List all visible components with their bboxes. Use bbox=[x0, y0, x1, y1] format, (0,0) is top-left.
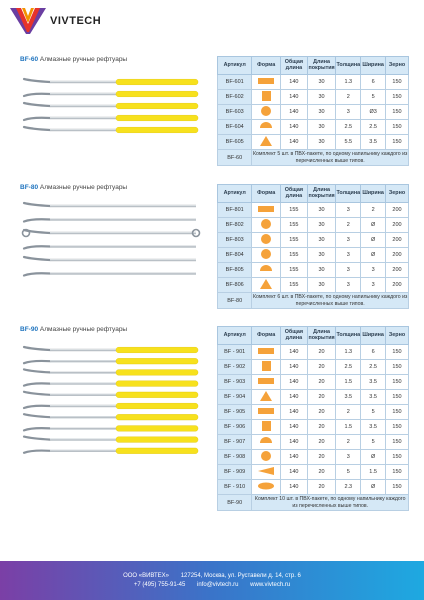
column-header: Длина покрытия bbox=[307, 185, 336, 203]
triangle-shape-icon bbox=[257, 390, 275, 402]
set-article-cell: BF-80 bbox=[218, 293, 252, 309]
article-cell: BF-802 bbox=[218, 218, 252, 233]
bf90-tools-image bbox=[20, 342, 202, 460]
table-row bbox=[218, 218, 409, 233]
thickness-cell: 2.3 bbox=[336, 480, 361, 495]
footer-address: 127254, Москва, ул. Руставели д. 14, стр. 6 bbox=[180, 573, 301, 579]
set-description: Комплект 10 шт. в ПВХ-пакете, по одному напильнику каждого из перечисленных выше типов. bbox=[252, 495, 409, 511]
article-cell: BF - 902 bbox=[218, 360, 252, 375]
column-header: Форма bbox=[252, 57, 281, 75]
shape-cell bbox=[252, 405, 281, 420]
column-header: Артикул bbox=[218, 327, 252, 345]
vivtech-logo-icon bbox=[8, 6, 48, 36]
set-description: Комплект 6 шт. в ПВХ-пакете, по одному напильнику каждого из перечисленных выше типов. bbox=[253, 294, 408, 307]
shape-cell bbox=[252, 345, 281, 360]
width-cell: 1.5 bbox=[361, 465, 386, 480]
table-row bbox=[218, 75, 409, 90]
coating-cell: 30 bbox=[307, 233, 336, 248]
column-header: Общая длина bbox=[281, 57, 308, 75]
width-cell: 5 bbox=[361, 90, 386, 105]
shape-cell bbox=[252, 450, 281, 465]
coating-cell: 30 bbox=[307, 263, 336, 278]
grain-cell: 150 bbox=[386, 105, 409, 120]
width-cell: 3.5 bbox=[361, 390, 386, 405]
footer-company: ООО «ВИВТЕХ» bbox=[123, 573, 170, 579]
table-row bbox=[218, 390, 409, 405]
length-cell: 140 bbox=[281, 75, 308, 90]
article-cell: BF-602 bbox=[218, 90, 252, 105]
circle-shape-icon bbox=[257, 105, 275, 117]
shape-cell bbox=[252, 120, 281, 135]
width-cell: 5 bbox=[361, 435, 386, 450]
table-row bbox=[218, 105, 409, 120]
section-name: Алмазные ручные рефтуары bbox=[39, 56, 128, 63]
width-cell: Ø bbox=[361, 233, 386, 248]
article-cell: BF-805 bbox=[218, 263, 252, 278]
thickness-cell: 2 bbox=[336, 218, 361, 233]
needle-file bbox=[24, 347, 198, 353]
coating-cell: 30 bbox=[307, 75, 336, 90]
article-cell: BF - 901 bbox=[218, 345, 252, 360]
bf60-tools-image bbox=[20, 70, 202, 145]
coating-cell: 30 bbox=[307, 218, 336, 233]
rect-shape-icon bbox=[257, 375, 275, 387]
brand-logo bbox=[8, 6, 101, 36]
footer-phone: +7 (495) 755-91-45 bbox=[133, 582, 186, 588]
article-cell: BF - 903 bbox=[218, 375, 252, 390]
thickness-cell: 1.3 bbox=[336, 75, 361, 90]
column-header: Ширина bbox=[361, 57, 386, 75]
grain-cell: 200 bbox=[386, 218, 409, 233]
width-cell: 2.5 bbox=[361, 360, 386, 375]
table-row bbox=[218, 90, 409, 105]
section-code: BF-60 bbox=[20, 56, 39, 63]
column-header: Артикул bbox=[218, 185, 252, 203]
column-header: Толщина bbox=[336, 327, 361, 345]
width-cell: 3.5 bbox=[361, 420, 386, 435]
spec-table-bf60 bbox=[217, 56, 409, 166]
thickness-cell: 5 bbox=[336, 465, 361, 480]
coating-cell: 30 bbox=[307, 248, 336, 263]
file-tool bbox=[24, 79, 198, 133]
needle-file bbox=[24, 426, 198, 432]
table-row bbox=[218, 405, 409, 420]
circle-shape-icon bbox=[257, 450, 275, 462]
needle-file bbox=[24, 203, 196, 206]
needle-file bbox=[24, 414, 198, 420]
thickness-cell: 1.3 bbox=[336, 345, 361, 360]
coating-cell: 20 bbox=[307, 375, 336, 390]
thickness-cell: 1.5 bbox=[336, 375, 361, 390]
spec-table-bf80 bbox=[217, 184, 409, 309]
article-cell: BF-801 bbox=[218, 203, 252, 218]
grain-cell: 150 bbox=[386, 120, 409, 135]
semicircle-shape-icon bbox=[257, 120, 275, 132]
thickness-cell: 2 bbox=[336, 435, 361, 450]
table-row bbox=[218, 375, 409, 390]
shape-cell bbox=[252, 263, 281, 278]
length-cell: 155 bbox=[281, 218, 308, 233]
column-header: Общая длина bbox=[281, 327, 308, 345]
needle-file bbox=[24, 369, 198, 375]
thickness-cell: 3 bbox=[336, 105, 361, 120]
grain-cell: 200 bbox=[386, 248, 409, 263]
column-header: Артикул bbox=[218, 57, 252, 75]
rect-shape-icon bbox=[257, 345, 275, 357]
table-row bbox=[218, 263, 409, 278]
rect-shape-icon bbox=[257, 203, 275, 215]
article-cell: BF-804 bbox=[218, 248, 252, 263]
coating-cell: 20 bbox=[307, 435, 336, 450]
ellipse-shape-icon bbox=[257, 480, 275, 492]
semicircle-shape-icon bbox=[257, 263, 275, 275]
section-title-bf80 bbox=[20, 184, 127, 191]
article-cell: BF-803 bbox=[218, 233, 252, 248]
table-row bbox=[218, 278, 409, 293]
width-cell: 2.5 bbox=[361, 120, 386, 135]
circle-shape-icon bbox=[257, 233, 275, 245]
thickness-cell: 5.5 bbox=[336, 135, 361, 150]
footer-email[interactable]: info@vivtech.ru bbox=[197, 582, 239, 588]
column-header: Толщина bbox=[336, 57, 361, 75]
thickness-cell: 2.5 bbox=[336, 120, 361, 135]
thickness-cell: 2 bbox=[336, 90, 361, 105]
grain-cell: 150 bbox=[386, 450, 409, 465]
table-row bbox=[218, 435, 409, 450]
thickness-cell: 3 bbox=[336, 278, 361, 293]
grain-cell: 150 bbox=[386, 345, 409, 360]
square-shape-icon bbox=[257, 90, 275, 102]
square-shape-icon bbox=[257, 360, 275, 372]
set-description: Комплект 5 шт. в ПВХ-пакете, по одному напильнику каждого из перечисленных выше типов. bbox=[253, 151, 408, 164]
needle-file bbox=[24, 403, 198, 409]
needle-file bbox=[24, 392, 198, 398]
table-row bbox=[218, 120, 409, 135]
coating-cell: 30 bbox=[307, 120, 336, 135]
needle-file bbox=[24, 448, 198, 454]
article-cell: BF - 905 bbox=[218, 405, 252, 420]
needle-file bbox=[24, 273, 196, 276]
coating-cell: 20 bbox=[307, 465, 336, 480]
section-name: Алмазные ручные рефтуары bbox=[39, 326, 128, 333]
triangle-shape-icon bbox=[257, 278, 275, 290]
shape-cell bbox=[252, 203, 281, 218]
set-row bbox=[218, 495, 409, 511]
shape-cell bbox=[252, 465, 281, 480]
thickness-cell: 3 bbox=[336, 203, 361, 218]
section-code: BF-90 bbox=[20, 326, 39, 333]
length-cell: 155 bbox=[281, 278, 308, 293]
circle-shape-icon bbox=[257, 248, 275, 260]
grain-cell: 150 bbox=[386, 75, 409, 90]
grain-cell: 200 bbox=[386, 233, 409, 248]
length-cell: 140 bbox=[281, 390, 308, 405]
article-cell: BF - 906 bbox=[218, 420, 252, 435]
table-row bbox=[218, 360, 409, 375]
column-header: Толщина bbox=[336, 185, 361, 203]
shape-cell bbox=[252, 390, 281, 405]
width-cell: 2 bbox=[361, 203, 386, 218]
table-row bbox=[218, 345, 409, 360]
grain-cell: 200 bbox=[386, 203, 409, 218]
grain-cell: 150 bbox=[386, 435, 409, 450]
column-header: Ширина bbox=[361, 327, 386, 345]
needle-file bbox=[24, 103, 198, 109]
grain-cell: 150 bbox=[386, 360, 409, 375]
spec-table-bf90 bbox=[217, 326, 409, 511]
grain-cell: 150 bbox=[386, 405, 409, 420]
needle-file bbox=[24, 219, 196, 222]
needle-file bbox=[24, 127, 198, 133]
grain-cell: 150 bbox=[386, 375, 409, 390]
article-cell: BF-604 bbox=[218, 120, 252, 135]
grain-cell: 150 bbox=[386, 390, 409, 405]
needle-file bbox=[24, 246, 196, 249]
shape-cell bbox=[252, 435, 281, 450]
length-cell: 140 bbox=[281, 135, 308, 150]
grain-cell: 200 bbox=[386, 278, 409, 293]
needle-file bbox=[24, 381, 198, 387]
width-cell: 3.5 bbox=[361, 135, 386, 150]
article-cell: BF - 904 bbox=[218, 390, 252, 405]
length-cell: 140 bbox=[281, 435, 308, 450]
coating-cell: 20 bbox=[307, 480, 336, 495]
set-article-cell: BF-60 bbox=[218, 150, 252, 166]
length-cell: 140 bbox=[281, 90, 308, 105]
shape-cell bbox=[252, 218, 281, 233]
needle-file bbox=[23, 230, 200, 237]
coating-cell: 20 bbox=[307, 450, 336, 465]
coating-cell: 20 bbox=[307, 405, 336, 420]
coating-cell: 20 bbox=[307, 345, 336, 360]
column-header: Зерно bbox=[386, 327, 409, 345]
grain-cell: 200 bbox=[386, 263, 409, 278]
coating-cell: 30 bbox=[307, 278, 336, 293]
length-cell: 140 bbox=[281, 345, 308, 360]
thickness-cell: 3 bbox=[336, 263, 361, 278]
length-cell: 140 bbox=[281, 480, 308, 495]
width-cell: Ø bbox=[361, 480, 386, 495]
footer-site[interactable]: www.vivtech.ru bbox=[250, 582, 291, 588]
article-cell: BF-806 bbox=[218, 278, 252, 293]
length-cell: 140 bbox=[281, 465, 308, 480]
width-cell: Ø bbox=[361, 450, 386, 465]
footer-bar bbox=[0, 561, 424, 600]
shape-cell bbox=[252, 233, 281, 248]
thickness-cell: 3 bbox=[336, 233, 361, 248]
grain-cell: 150 bbox=[386, 420, 409, 435]
width-cell: Ø3 bbox=[361, 105, 386, 120]
article-cell: BF - 908 bbox=[218, 450, 252, 465]
table-row bbox=[218, 233, 409, 248]
shape-cell bbox=[252, 278, 281, 293]
column-header: Форма bbox=[252, 185, 281, 203]
thickness-cell: 2.5 bbox=[336, 360, 361, 375]
length-cell: 155 bbox=[281, 248, 308, 263]
needle-file bbox=[24, 358, 198, 364]
bf80-tools-image bbox=[20, 196, 202, 288]
shape-cell bbox=[252, 420, 281, 435]
column-header: Ширина bbox=[361, 185, 386, 203]
length-cell: 140 bbox=[281, 450, 308, 465]
column-header: Длина покрытия bbox=[307, 327, 336, 345]
article-cell: BF-601 bbox=[218, 75, 252, 90]
section-title-bf90 bbox=[20, 326, 127, 333]
thickness-cell: 1.5 bbox=[336, 420, 361, 435]
shape-cell bbox=[252, 105, 281, 120]
needle-file bbox=[24, 257, 196, 260]
circle-shape-icon bbox=[257, 218, 275, 230]
width-cell: Ø bbox=[361, 218, 386, 233]
column-header: Форма bbox=[252, 327, 281, 345]
table-row bbox=[218, 135, 409, 150]
column-header: Зерно bbox=[386, 57, 409, 75]
square-shape-icon bbox=[257, 420, 275, 432]
shape-cell bbox=[252, 90, 281, 105]
coating-cell: 30 bbox=[307, 135, 336, 150]
coating-cell: 20 bbox=[307, 360, 336, 375]
semicircle-shape-icon bbox=[257, 435, 275, 447]
table-row bbox=[218, 450, 409, 465]
section-code: BF-80 bbox=[20, 184, 39, 191]
grain-cell: 150 bbox=[386, 465, 409, 480]
triangle-shape-icon bbox=[257, 135, 275, 147]
article-cell: BF-603 bbox=[218, 105, 252, 120]
length-cell: 155 bbox=[281, 263, 308, 278]
width-cell: 3 bbox=[361, 278, 386, 293]
length-cell: 140 bbox=[281, 120, 308, 135]
shape-cell bbox=[252, 360, 281, 375]
width-cell: 6 bbox=[361, 75, 386, 90]
thickness-cell: 3.5 bbox=[336, 390, 361, 405]
table-row bbox=[218, 248, 409, 263]
shape-cell bbox=[252, 480, 281, 495]
column-header: Зерно bbox=[386, 185, 409, 203]
width-cell: 6 bbox=[361, 345, 386, 360]
grain-cell: 150 bbox=[386, 135, 409, 150]
article-cell: BF - 907 bbox=[218, 435, 252, 450]
needle-file bbox=[24, 115, 198, 121]
shape-cell bbox=[252, 248, 281, 263]
thickness-cell: 3 bbox=[336, 248, 361, 263]
length-cell: 140 bbox=[281, 375, 308, 390]
length-cell: 140 bbox=[281, 360, 308, 375]
coating-cell: 30 bbox=[307, 203, 336, 218]
grain-cell: 150 bbox=[386, 480, 409, 495]
thickness-cell: 2 bbox=[336, 405, 361, 420]
needle-file bbox=[24, 91, 198, 97]
section-title-bf60 bbox=[20, 56, 127, 63]
coating-cell: 30 bbox=[307, 105, 336, 120]
rect-shape-icon bbox=[257, 405, 275, 417]
thickness-cell: 3 bbox=[336, 450, 361, 465]
length-cell: 155 bbox=[281, 233, 308, 248]
brand-name: VIVTECH bbox=[50, 15, 102, 27]
column-header: Длина покрытия bbox=[307, 57, 336, 75]
length-cell: 140 bbox=[281, 405, 308, 420]
grain-cell: 150 bbox=[386, 90, 409, 105]
article-cell: BF - 910 bbox=[218, 480, 252, 495]
table-row bbox=[218, 420, 409, 435]
shape-cell bbox=[252, 75, 281, 90]
rect-shape-icon bbox=[257, 75, 275, 87]
article-cell: BF - 909 bbox=[218, 465, 252, 480]
shape-cell bbox=[252, 375, 281, 390]
width-cell: 5 bbox=[361, 405, 386, 420]
table-row bbox=[218, 480, 409, 495]
length-cell: 155 bbox=[281, 203, 308, 218]
table-row bbox=[218, 203, 409, 218]
coating-cell: 20 bbox=[307, 420, 336, 435]
set-article-cell: BF-90 bbox=[218, 495, 252, 511]
shape-cell bbox=[252, 135, 281, 150]
column-header: Общая длина bbox=[281, 185, 308, 203]
width-cell: 3.5 bbox=[361, 375, 386, 390]
table-row bbox=[218, 465, 409, 480]
coating-cell: 20 bbox=[307, 390, 336, 405]
section-name: Алмазные ручные рефтуары bbox=[39, 184, 128, 191]
set-row bbox=[218, 150, 409, 166]
needle-file bbox=[24, 437, 198, 443]
set-row bbox=[218, 293, 409, 309]
article-cell: BF-605 bbox=[218, 135, 252, 150]
wedge-shape-icon bbox=[257, 465, 275, 477]
needle-file bbox=[24, 79, 198, 85]
length-cell: 140 bbox=[281, 105, 308, 120]
coating-cell: 30 bbox=[307, 90, 336, 105]
width-cell: Ø bbox=[361, 248, 386, 263]
width-cell: 3 bbox=[361, 263, 386, 278]
length-cell: 140 bbox=[281, 420, 308, 435]
